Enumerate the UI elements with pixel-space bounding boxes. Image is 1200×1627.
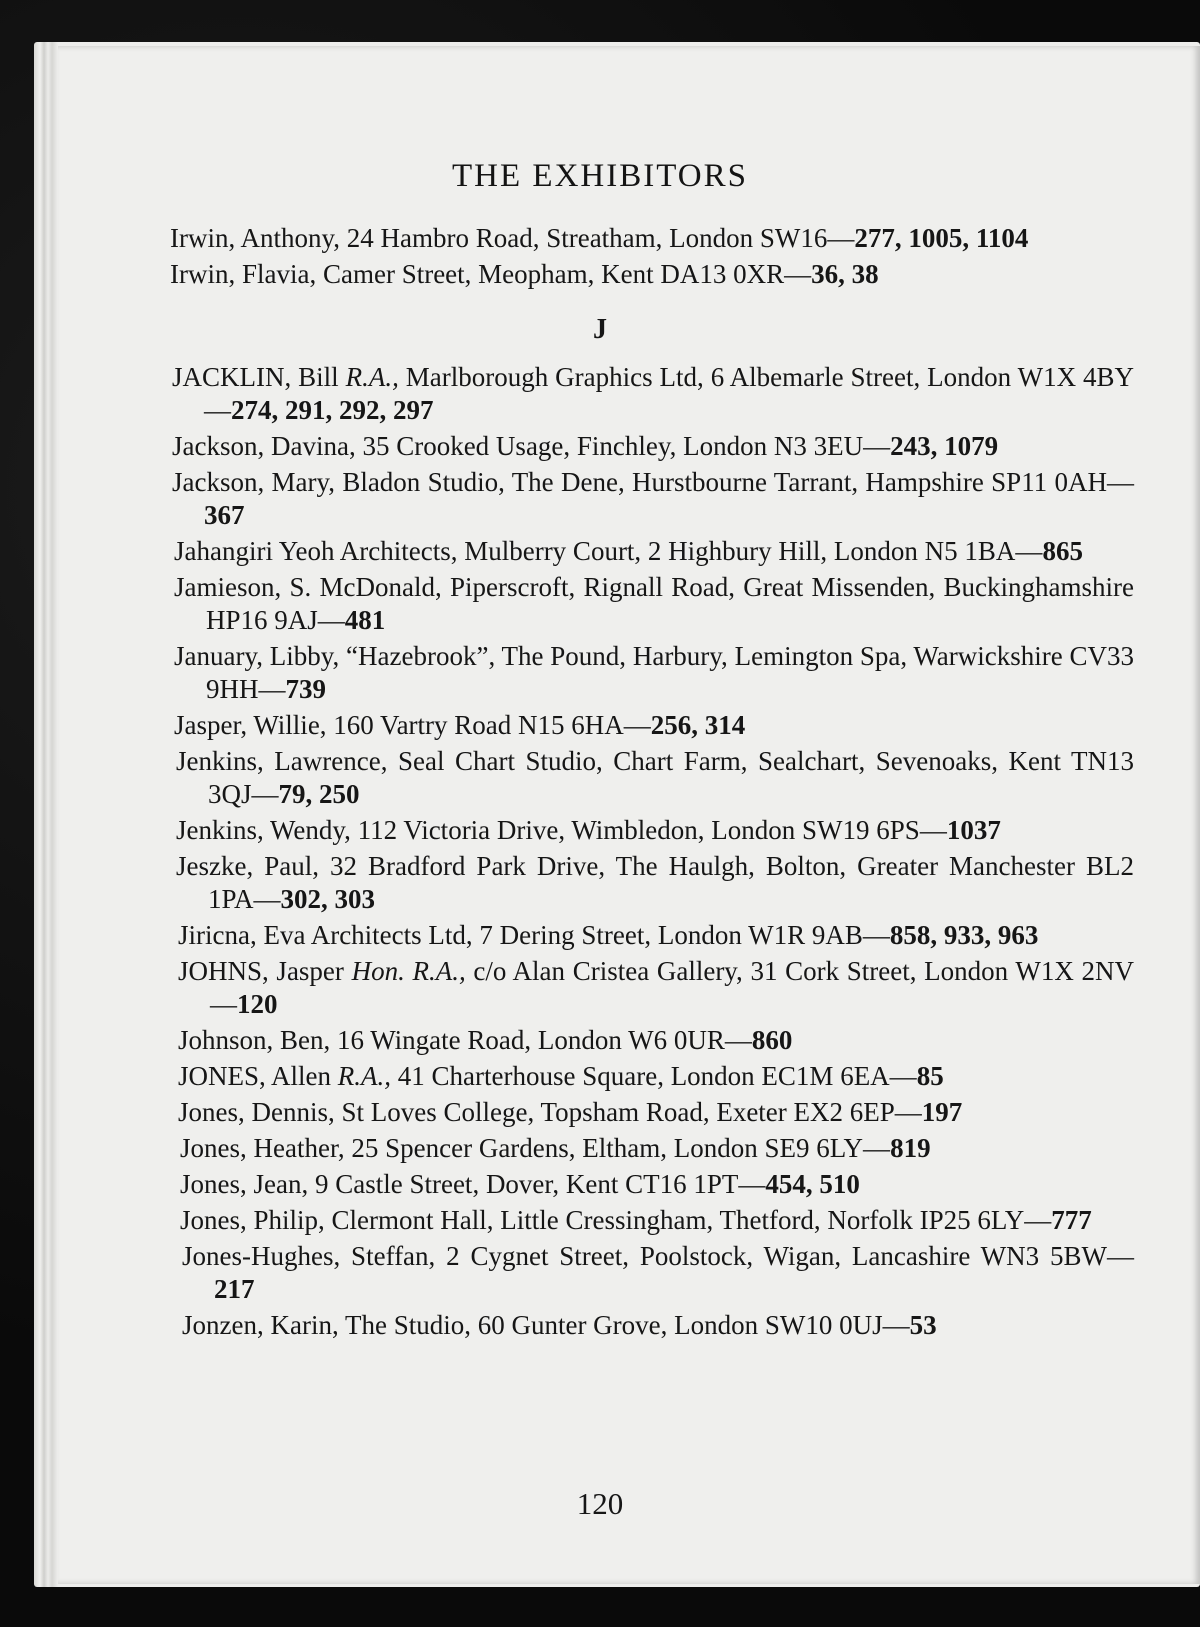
- entry-name-address: Irwin, Anthony, 24 Hambro Road, Streatham, London SW16—: [170, 223, 855, 253]
- exhibitor-entry: [0, 709, 1134, 742]
- exhibitor-entry: [0, 535, 1134, 568]
- exhibitor-entry: [0, 814, 1134, 847]
- entry-name-address: JACKLIN, Bill: [172, 362, 346, 392]
- entry-catalogue-numbers: 777: [1051, 1205, 1092, 1235]
- entry-catalogue-numbers: 256, 314: [650, 710, 746, 740]
- entry-catalogue-numbers: 217: [214, 1274, 255, 1304]
- exhibitor-entry: [0, 955, 1134, 1021]
- exhibitor-entry: [0, 1132, 1134, 1165]
- entry-catalogue-numbers: 367: [204, 500, 245, 530]
- entry-catalogue-numbers: 53: [909, 1310, 937, 1340]
- entry-catalogue-numbers: 274, 291, 292, 297: [231, 395, 434, 425]
- entry-name-address: Jamieson, S. McDonald, Piperscroft, Rignall Road, Great Missenden, Buckinghamshire HP16 9AJ—: [174, 572, 1134, 635]
- entry-name-address: Jeszke, Paul, 32 Bradford Park Drive, The Haulgh, Bolton, Greater Manchester BL2 1PA—: [176, 851, 1134, 914]
- entry-honorific: R.A.,: [345, 362, 399, 392]
- entry-catalogue-numbers: 302, 303: [280, 884, 376, 914]
- entry-name-address: Jones-Hughes, Steffan, 2 Cygnet Street, Poolstock, Wigan, Lancashire WN3 5BW—: [182, 1241, 1134, 1271]
- exhibitor-list: [0, 222, 1200, 1345]
- exhibitor-entry: [0, 1060, 1134, 1093]
- entry-catalogue-numbers: 120: [237, 989, 278, 1019]
- entry-catalogue-numbers: 277, 1005, 1104: [854, 223, 1029, 253]
- entry-name-address: Irwin, Flavia, Camer Street, Meopham, Kent DA13 0XR—: [170, 259, 812, 289]
- entry-address: Marlborough Graphics Ltd, 6 Albemarle Street, London W1X 4BY—: [204, 362, 1134, 425]
- entry-catalogue-numbers: 36, 38: [811, 259, 879, 289]
- entry-name-address: Johnson, Ben, 16 Wingate Road, London W6 0UR—: [178, 1025, 752, 1055]
- entry-catalogue-numbers: 481: [344, 605, 386, 635]
- entry-catalogue-numbers: 819: [890, 1133, 931, 1163]
- entry-name-address: JOHNS, Jasper: [178, 956, 352, 986]
- exhibitor-entry: [0, 1204, 1134, 1237]
- entry-name-address: Jones, Jean, 9 Castle Street, Dover, Kent CT16 1PT—: [180, 1169, 766, 1199]
- exhibitor-entry: [0, 361, 1134, 427]
- exhibitor-entry: [0, 1096, 1134, 1129]
- section-letter: J: [593, 314, 607, 345]
- exhibitor-entry: [0, 222, 1134, 255]
- entry-name-address: Jackson, Mary, Bladon Studio, The Dene, Hurstbourne Tarrant, Hampshire SP11 0AH—: [172, 467, 1134, 497]
- exhibitor-entry: [0, 850, 1134, 916]
- entry-name-address: Jones, Philip, Clermont Hall, Little Cressingham, Thetford, Norfolk IP25 6LY—: [180, 1205, 1052, 1235]
- entry-catalogue-numbers: 858, 933, 963: [889, 920, 1039, 950]
- page-title: THE EXHIBITORS: [452, 158, 748, 195]
- exhibitor-entry: [0, 1024, 1134, 1057]
- exhibitor-entry: [0, 1309, 1134, 1342]
- exhibitor-entry: [0, 466, 1134, 532]
- exhibitor-entry: [0, 640, 1134, 706]
- entry-catalogue-numbers: 243, 1079: [890, 431, 999, 461]
- entry-catalogue-numbers: 197: [921, 1097, 963, 1127]
- entry-name-address: Jenkins, Wendy, 112 Victoria Drive, Wimbledon, London SW19 6PS—: [176, 815, 947, 845]
- exhibitor-entry: [0, 1240, 1134, 1306]
- entry-name-address: Jones, Dennis, St Loves College, Topsham Road, Exeter EX2 6EP—: [178, 1097, 922, 1127]
- entry-honorific: R.A.,: [337, 1061, 392, 1091]
- entry-name-address: Jahangiri Yeoh Architects, Mulberry Court, 2 Highbury Hill, London N5 1BA—: [174, 536, 1043, 566]
- entry-catalogue-numbers: 860: [751, 1025, 793, 1055]
- entry-address: c/o Alan Cristea Gallery, 31 Cork Street, London W1X 2NV—: [210, 956, 1134, 1019]
- entry-catalogue-numbers: 865: [1042, 536, 1083, 566]
- entry-name-address: Jasper, Willie, 160 Vartry Road N15 6HA—: [174, 710, 651, 740]
- entries-j-section: [0, 361, 1200, 1342]
- page-number: 120: [576, 1486, 624, 1521]
- entry-honorific: Hon. R.A.,: [351, 956, 466, 986]
- entry-catalogue-numbers: 739: [285, 674, 326, 704]
- exhibitor-entry: [0, 430, 1134, 463]
- entry-name-address: Jones, Heather, 25 Spencer Gardens, Eltham, London SE9 6LY—: [180, 1133, 891, 1163]
- entry-catalogue-numbers: 79, 250: [278, 779, 360, 809]
- entries-before-section: [0, 222, 1200, 291]
- exhibitor-entry: [0, 571, 1134, 637]
- exhibitor-entry: [0, 745, 1134, 811]
- exhibitor-entry: [0, 258, 1134, 291]
- exhibitor-entry: [0, 919, 1134, 952]
- entry-name-address: JONES, Allen: [178, 1061, 338, 1091]
- entry-name-address: Jackson, Davina, 35 Crooked Usage, Finchley, London N3 3EU—: [172, 431, 891, 461]
- entry-catalogue-numbers: 85: [916, 1061, 944, 1091]
- entry-catalogue-numbers: 1037: [946, 815, 1001, 845]
- entry-name-address: Jonzen, Karin, The Studio, 60 Gunter Grove, London SW10 0UJ—: [182, 1310, 910, 1340]
- entry-name-address: Jenkins, Lawrence, Seal Chart Studio, Chart Farm, Sealchart, Sevenoaks, Kent TN13 3QJ—: [176, 746, 1134, 809]
- entry-name-address: Jiricna, Eva Architects Ltd, 7 Dering Street, London W1R 9AB—: [178, 920, 890, 950]
- entry-catalogue-numbers: 454, 510: [765, 1169, 860, 1199]
- entry-address: 41 Charterhouse Square, London EC1M 6EA—: [391, 1061, 917, 1091]
- exhibitor-entry: [0, 1168, 1134, 1201]
- entry-name-address: January, Libby, “Hazebrook”, The Pound, Harbury, Lemington Spa, Warwickshire CV33 9HH—: [174, 641, 1134, 704]
